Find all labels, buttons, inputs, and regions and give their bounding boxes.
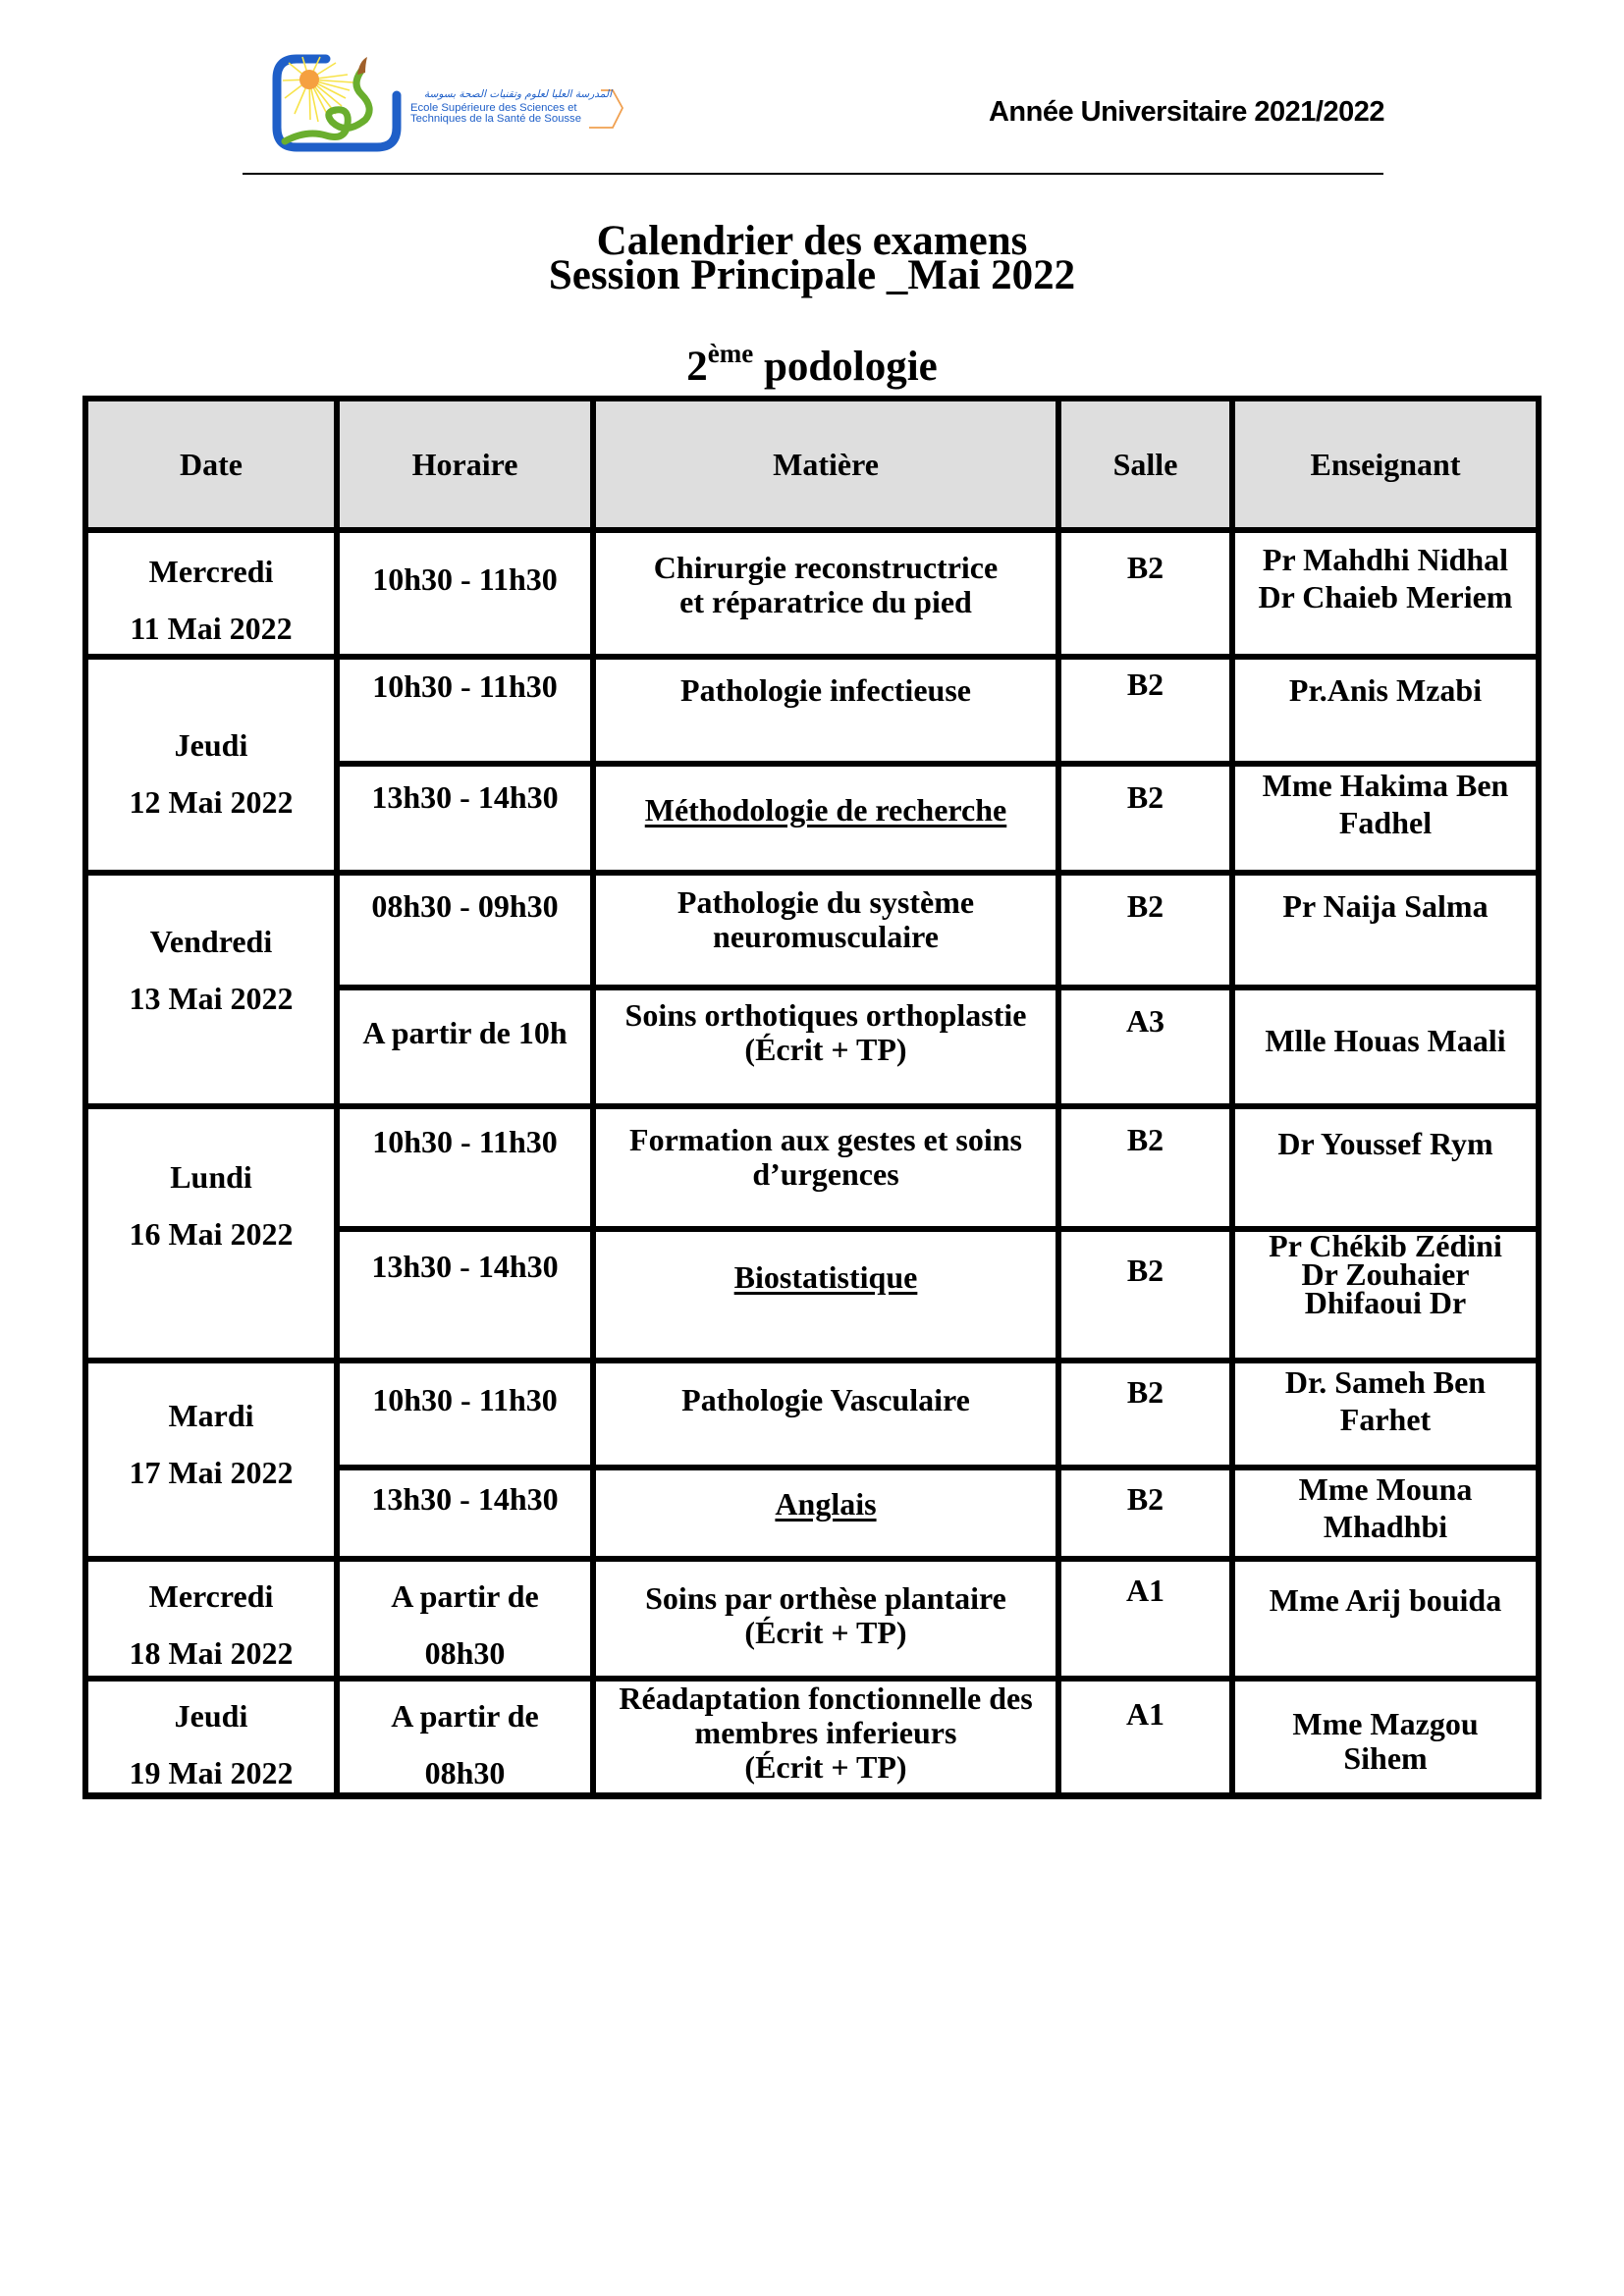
room-cell (1061, 1682, 1229, 1792)
exam-subject: membres inferieurs (694, 1715, 957, 1750)
time-cell (340, 876, 590, 985)
exam-day: Jeudi (174, 727, 248, 763)
logo-name-line1: Ecole Supérieure des Sciences et (410, 102, 577, 114)
exam-teacher: Mhadhbi (1323, 1509, 1448, 1544)
time-cell (340, 990, 590, 1103)
exam-time: 10h30 - 11h30 (372, 1124, 558, 1159)
level-number: 2 (686, 344, 708, 390)
room-cell (1061, 1109, 1229, 1226)
logo-sun (299, 70, 319, 89)
teacher-cell (1235, 876, 1536, 985)
logo-arabic-name: المدرسة العليا لعلوم وتقنيات الصحة بسوسة (423, 88, 612, 100)
exam-subject: Chirurgie reconstructrice (653, 550, 999, 585)
room-cell (1061, 1232, 1229, 1358)
exam-teacher: Farhet (1339, 1402, 1432, 1437)
exam-subject: Pathologie infectieuse (680, 672, 971, 708)
exam-time: 10h30 - 11h30 (372, 1382, 558, 1417)
exam-day: Vendredi (149, 924, 273, 959)
exam-room: A1 (1125, 1696, 1165, 1732)
room-cell (1061, 990, 1229, 1103)
academic-year: Année Universitaire 2021/2022 (988, 96, 1384, 128)
exam-subject: d’urgences (752, 1156, 899, 1192)
date-cell (88, 1109, 334, 1358)
exam-teacher: Dr. Sameh Ben (1284, 1364, 1487, 1400)
exam-time: 10h30 - 11h30 (372, 668, 558, 704)
time-cell (340, 1562, 590, 1676)
exam-teacher: Sihem (1343, 1740, 1428, 1776)
date-cell (88, 660, 334, 870)
room-cell (1061, 767, 1229, 870)
exam-date: 11 Mai 2022 (130, 611, 293, 646)
exam-subject: Pathologie du système (677, 884, 975, 920)
column-header-label: Date (180, 446, 243, 482)
exam-subject: Soins par orthèse plantaire (645, 1580, 1006, 1616)
exam-date: 16 Mai 2022 (129, 1216, 294, 1252)
header-divider (243, 173, 1383, 175)
teacher-cell (1235, 1470, 1536, 1556)
subject-cell (596, 1682, 1056, 1792)
exam-time: 13h30 - 14h30 (371, 1249, 559, 1284)
column-header-enseignant (1235, 401, 1536, 527)
exam-room: B2 (1126, 1122, 1164, 1157)
exam-room: A1 (1125, 1573, 1165, 1608)
exam-room: B2 (1126, 1481, 1164, 1517)
subject-cell (596, 990, 1056, 1103)
exam-room: B2 (1126, 779, 1164, 815)
teacher-cell (1235, 1363, 1536, 1465)
subject-cell (596, 533, 1056, 654)
subject-cell (596, 767, 1056, 870)
date-cell (88, 876, 334, 1103)
session-title: Session Principale _Mai 2022 (548, 252, 1076, 298)
subject-cell (596, 1562, 1056, 1676)
time-cell (340, 1682, 590, 1792)
date-cell (88, 1562, 334, 1676)
exam-subject: (Écrit + TP) (744, 1032, 907, 1067)
school-logo (267, 51, 630, 153)
column-header-horaire (340, 401, 590, 527)
exam-subject: Pathologie Vasculaire (681, 1382, 970, 1417)
subject-cell (596, 660, 1056, 761)
exam-time: A partir de (391, 1578, 539, 1614)
room-cell (1061, 533, 1229, 654)
time-cell (340, 767, 590, 870)
exam-teacher: Pr Chékib Zédini (1269, 1232, 1502, 1263)
exam-subject: Réadaptation fonctionnelle des (619, 1682, 1033, 1716)
room-cell (1061, 876, 1229, 985)
subject-cell (596, 1109, 1056, 1226)
teacher-cell (1235, 1682, 1536, 1792)
exam-teacher: Mme Arij bouida (1269, 1582, 1502, 1618)
level-name: podologie (753, 344, 938, 390)
teacher-cell (1235, 660, 1536, 761)
time-cell (340, 533, 590, 654)
subject-cell (596, 876, 1056, 985)
exam-time: A partir de 10h (362, 1015, 568, 1050)
exam-teacher: Dhifaoui Dr (1304, 1285, 1467, 1320)
exam-subject: (Écrit + TP) (744, 1615, 907, 1650)
logo-snake-head (357, 57, 367, 75)
exam-day: Mercredi (148, 1578, 274, 1614)
time-cell (340, 1109, 590, 1226)
exam-time: A partir de (391, 1698, 539, 1734)
subject-cell (596, 1470, 1056, 1556)
exam-room: B2 (1126, 1374, 1164, 1410)
exam-subject: Formation aux gestes et soins (629, 1122, 1022, 1157)
subject-cell (596, 1232, 1056, 1358)
room-cell (1061, 1562, 1229, 1676)
time-cell (340, 660, 590, 761)
teacher-cell (1235, 1109, 1536, 1226)
exam-room: B2 (1126, 888, 1164, 924)
exam-teacher: Pr.Anis Mzabi (1288, 672, 1483, 708)
time-cell (340, 1470, 590, 1556)
column-header-label: Enseignant (1310, 446, 1461, 482)
exam-teacher: Mme Mazgou (1292, 1706, 1479, 1741)
exam-date: 19 Mai 2022 (129, 1755, 294, 1790)
room-cell (1061, 660, 1229, 761)
exam-day: Mercredi (148, 554, 274, 589)
exam-day: Mardi (168, 1398, 254, 1433)
column-header-label: Salle (1112, 446, 1178, 482)
teacher-cell (1235, 1232, 1536, 1358)
exam-date: 12 Mai 2022 (129, 784, 294, 820)
room-cell (1061, 1470, 1229, 1556)
exam-day: Jeudi (174, 1698, 248, 1734)
exam-teacher: Pr Mahdhi Nidhal (1262, 542, 1509, 577)
exam-room: B2 (1126, 1253, 1164, 1288)
exam-room: B2 (1126, 550, 1164, 585)
exam-time: 13h30 - 14h30 (371, 1481, 559, 1517)
exam-date: 13 Mai 2022 (129, 981, 294, 1016)
exam-subject: Anglais (775, 1486, 877, 1522)
teacher-cell (1235, 767, 1536, 870)
exam-time: 08h30 (424, 1635, 506, 1671)
exam-time: 13h30 - 14h30 (371, 779, 559, 815)
document-title: Calendrier des examens (596, 218, 1028, 264)
exam-subject: neuromusculaire (713, 919, 939, 954)
exam-time: 08h30 - 09h30 (371, 888, 559, 924)
column-header-label: Horaire (411, 446, 518, 482)
exam-room: B2 (1126, 667, 1164, 702)
exam-subject: et réparatrice du pied (679, 584, 972, 619)
teacher-cell (1235, 533, 1536, 654)
exam-time: 10h30 - 11h30 (372, 561, 558, 597)
room-cell (1061, 1363, 1229, 1465)
exam-subject: Soins orthotiques orthoplastie (624, 997, 1027, 1033)
logo-name-line2: Techniques de la Santé de Sousse (410, 113, 581, 125)
exam-teacher: Mme Hakima Ben (1262, 768, 1509, 803)
exam-teacher: Dr Youssef Rym (1277, 1126, 1493, 1161)
exam-teacher: Fadhel (1338, 805, 1433, 840)
column-header-salle (1061, 401, 1229, 527)
exam-subject: Méthodologie de recherche (644, 792, 1007, 828)
date-cell (88, 1363, 334, 1556)
column-header-label: Matière (773, 446, 879, 482)
exam-date: 18 Mai 2022 (129, 1635, 294, 1671)
exam-teacher: Mlle Houas Maali (1265, 1023, 1506, 1058)
exam-time: 08h30 (424, 1755, 506, 1790)
column-header-matiere (596, 401, 1056, 527)
exam-subject: (Écrit + TP) (744, 1749, 907, 1785)
time-cell (340, 1363, 590, 1465)
exam-teacher: Mme Mouna (1298, 1471, 1473, 1507)
exam-teacher: Dr Chaieb Meriem (1258, 579, 1513, 614)
exam-teacher: Dr Zouhaier (1301, 1256, 1470, 1292)
level-title (0, 339, 1624, 393)
time-cell (340, 1232, 590, 1358)
column-header-date (88, 401, 334, 527)
teacher-cell (1235, 1562, 1536, 1676)
exam-date: 17 Mai 2022 (129, 1455, 294, 1490)
exam-schedule-table (82, 396, 1542, 1799)
exam-subject: Biostatistique (733, 1259, 918, 1295)
exam-teacher: Pr Naija Salma (1282, 888, 1489, 924)
teacher-cell (1235, 990, 1536, 1103)
date-cell (88, 1682, 334, 1792)
subject-cell (596, 1363, 1056, 1465)
exam-room: A3 (1125, 1003, 1165, 1039)
exam-day: Lundi (170, 1159, 252, 1195)
level-suffix: ème (707, 339, 754, 368)
date-cell (88, 533, 334, 654)
